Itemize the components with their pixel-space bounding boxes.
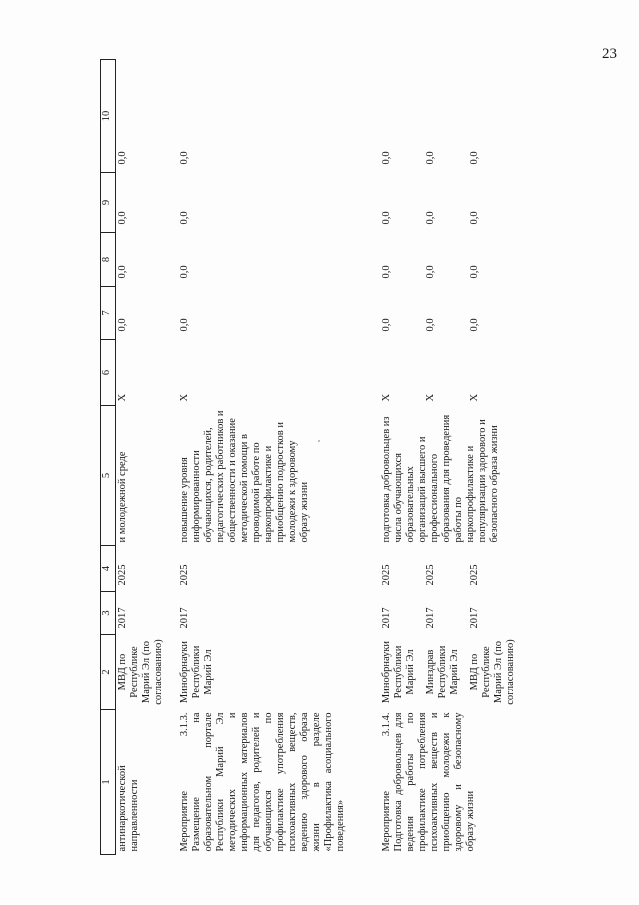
cell-value: 0,0	[117, 265, 128, 279]
mark-2: Х	[424, 393, 436, 402]
value: 0,0	[468, 151, 480, 165]
executor-3: МВД по Республике Марий Эл (по согласованию)	[468, 639, 516, 705]
cell-end-year: 2025	[117, 564, 128, 586]
value: 0,0	[424, 211, 436, 225]
cell-start-year-group	[380, 592, 523, 635]
cell-executor: Минобрнауки Республики Марий Эл	[178, 640, 214, 704]
cell-event: Мероприятие 3.1.4. Подготовка добровольцев для ведения работы по профилактике потребления психоактивных веществ и приобщению молодежи к здоровому и безопасному образу жизни	[380, 712, 476, 852]
table-row	[380, 60, 523, 855]
col-header-7: 7	[101, 287, 116, 340]
cell-value: 0,0	[178, 318, 190, 332]
table-row	[116, 60, 178, 855]
value: 0,0	[468, 211, 480, 225]
cell-start-year: 2017	[178, 607, 190, 629]
cell-executor: МВД по Республике Марий Эл (по согласованию)	[117, 639, 164, 705]
cell-value: 0,0	[117, 151, 128, 165]
value: 0,0	[424, 151, 436, 165]
rotated-table-wrapper	[100, 60, 622, 855]
cell-executor-group	[380, 635, 523, 710]
cell-result: подготовка добровольцев из числа обучающихся образовательных организаций высшего и профессионального образования для проведения работы по наркопрофилактике и популяризации здорового и безопасного образа жизни	[380, 414, 500, 543]
cell-mark-group	[380, 340, 523, 406]
cell-value-group	[380, 233, 523, 287]
value: 0,0	[380, 211, 392, 225]
cell-end-year-group	[380, 546, 523, 592]
col-header-4: 4	[101, 546, 116, 592]
cell-mark: Х	[178, 393, 190, 402]
cell-start-year: 2017	[117, 607, 128, 629]
col-header-10: 10	[101, 60, 116, 173]
cell-value: 0,0	[178, 151, 190, 165]
cell-result: и молодежной среде	[117, 451, 128, 543]
header-row	[101, 60, 116, 855]
value: 0,0	[424, 265, 436, 279]
cell-mark: Х	[117, 393, 128, 402]
end-year-2: 2025	[424, 564, 436, 586]
start-year-2: 2017	[424, 607, 436, 629]
program-table	[100, 59, 523, 855]
cell-value-group	[380, 60, 523, 173]
start-year-3: 2017	[468, 607, 480, 629]
end-year-3: 2025	[468, 564, 480, 586]
table-row	[178, 60, 380, 855]
executor-2: Минздрав Республики Марий Эл	[424, 645, 460, 699]
col-header-9: 9	[101, 173, 116, 233]
col-header-2: 2	[101, 635, 116, 710]
mark-3: Х	[468, 393, 480, 402]
value: 0,0	[468, 318, 480, 332]
cell-value: 0,0	[178, 211, 190, 225]
executor-1: Минобрнауки Республики Марий Эл	[380, 640, 416, 704]
col-header-1: 1	[101, 710, 116, 855]
cell-value: 0,0	[178, 265, 190, 279]
cell-value: 0,0	[117, 318, 128, 332]
cell-event: Мероприятие 3.1.3. Размещение на образовательном портале Республики Марий Эл методических и информационных материалов для педагогов, родителей и обучающихся по профилактике употребления психоактивных веществ, ведению здорового образа жизни в разделе «Профилактика асоциального поведения»	[178, 712, 346, 852]
cell-value: 0,0	[117, 211, 128, 225]
value: 0,0	[380, 151, 392, 165]
cell-value-group	[380, 173, 523, 233]
page-number: 23	[602, 46, 617, 62]
cell-value-group	[380, 287, 523, 340]
value: 0,0	[380, 318, 392, 332]
col-header-8: 8	[101, 233, 116, 287]
value: 0,0	[380, 265, 392, 279]
cell-result: повышение уровня информированности обучающихся, родителей, педагогических работников и общественности и оказание методической помощи в проводимой работе по наркопрофилактике и приобщению подростков и молодежи к здоровому образу жизни	[178, 410, 310, 543]
value: 0,0	[424, 318, 436, 332]
col-header-6: 6	[101, 340, 116, 406]
start-year-1: 2017	[380, 607, 392, 629]
cell-end-year: 2025	[178, 564, 190, 586]
end-year-1: 2025	[380, 564, 392, 586]
cell-event: антинаркотической направленности	[117, 765, 140, 852]
mark-1: Х	[380, 393, 392, 402]
value: 0,0	[468, 265, 480, 279]
col-header-3: 3	[101, 592, 116, 635]
col-header-5: 5	[101, 406, 116, 546]
